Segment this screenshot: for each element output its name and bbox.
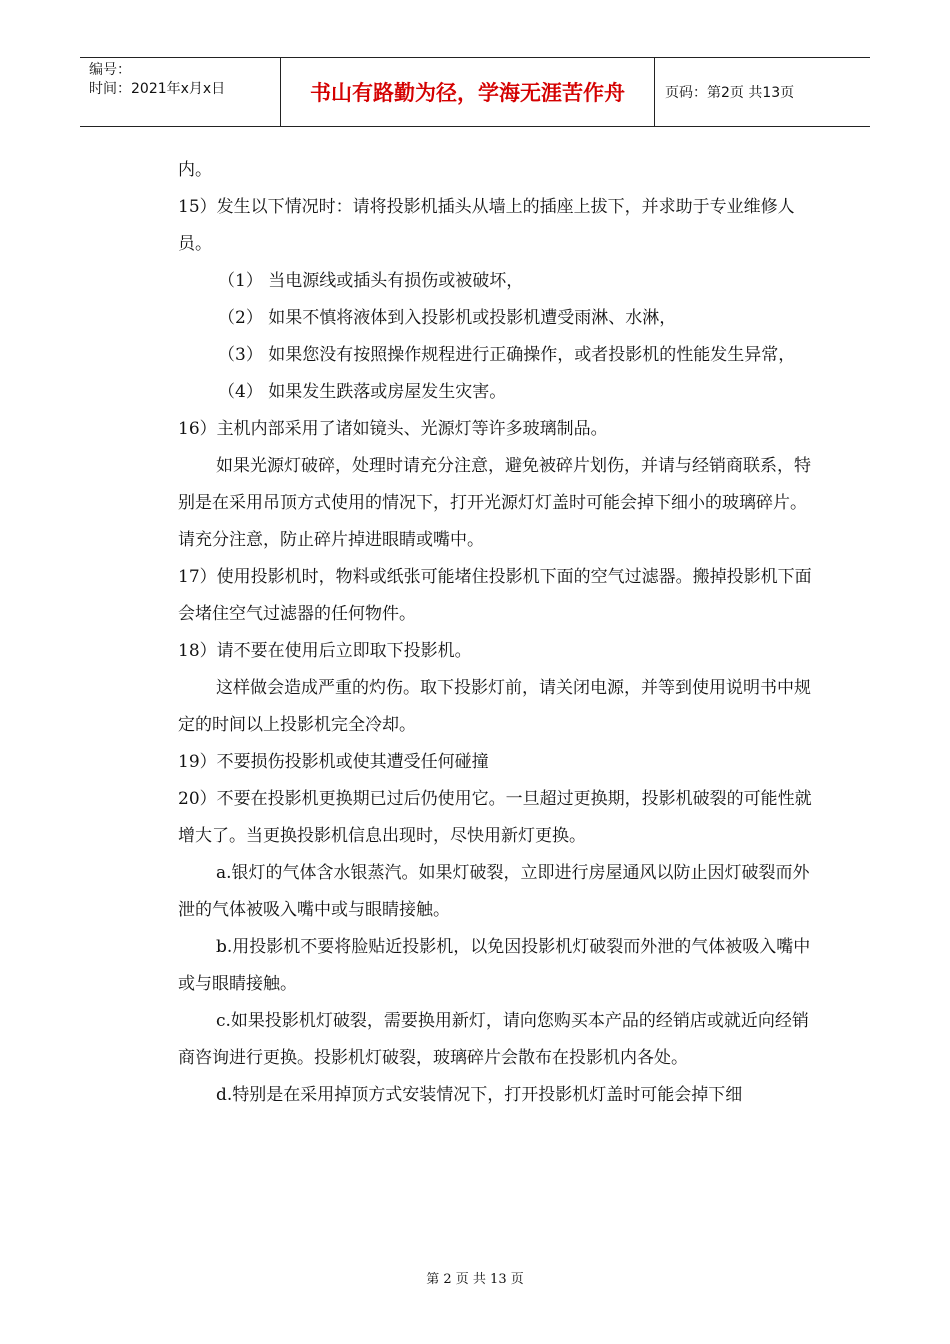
paragraph: 这样做会造成严重的灼伤。取下投影灯前，请关闭电源，并等到使用说明书中规定的时间以上投影机完全冷却。 [178,678,811,735]
paragraph: 20）不要在投影机更换期已过后仍使用它。一旦超过更换期，投影机破裂的可能性就增大了。当更换投影机信息出现时，尽快用新灯更换。 [178,789,812,846]
paragraph: 18）请不要在使用后立即取下投影机。 [178,641,472,661]
document-time: 时间：2021年x月x日 [89,81,226,97]
paragraph: d.特别是在采用掉顶方式安装情况下，打开投影机灯盖时可能会掉下细 [216,1085,743,1105]
paragraph: c.如果投影机灯破裂，需要换用新灯，请向您购买本产品的经销店或就近向经销商咨询进行更换。投影机灯破裂，玻璃碎片会散布在投影机内各处。 [178,1011,809,1068]
paragraph: （4） 如果发生跌落或房屋发生灾害。 [218,382,507,402]
paragraph: 17）使用投影机时，物料或纸张可能堵住投影机下面的空气过滤器。搬掉投影机下面会堵住空气过滤器的任何物件。 [178,567,812,624]
paragraph: （3） 如果您没有按照操作规程进行正确操作，或者投影机的性能发生异常， [218,345,796,365]
page-footer: 第 2 页 共 13 页 [426,1272,524,1287]
paragraph: 15）发生以下情况时：请将投影机插头从墙上的插座上拔下，并求助于专业维修人员。 [178,197,795,254]
header-meta [80,58,281,126]
paragraph: 如果光源灯破碎，处理时请充分注意，避免被碎片划伤，并请与经销商联系，特别是在采用吊顶方式使用的情况下，打开光源灯灯盖时可能会掉下细小的玻璃碎片。请充分注意，防止碎片掉进眼睛或嘴中。 [178,456,811,550]
paragraph: （1） 当电源线或插头有损伤或被破坏， [218,271,524,291]
header-page-info: 页码：第2页 共13页 [665,85,795,101]
paragraph: b.用投影机不要将脸贴近投影机，以免因投影机灯破裂而外泄的气体被吸入嘴中或与眼睛接触。 [178,937,811,994]
paragraph: a.银灯的气体含水银蒸汽。如果灯破裂，立即进行房屋通风以防止因灯破裂而外泄的气体被吸入嘴中或与眼睛接触。 [178,863,810,920]
document-number-label: 编号： [89,62,131,78]
paragraph: （2） 如果不慎将液体到入投影机或投影机遭受雨淋、水淋， [218,308,677,328]
paragraph: 16）主机内部采用了诸如镜头、光源灯等许多玻璃制品。 [178,419,608,439]
document-body [178,152,812,1114]
header-motto: 书山有路勤为径，学海无涯苦作舟 [281,58,655,126]
paragraph: 19）不要损伤投影机或使其遭受任何碰撞 [178,752,489,772]
paragraph: 内。 [178,160,212,180]
page-header [80,57,870,127]
